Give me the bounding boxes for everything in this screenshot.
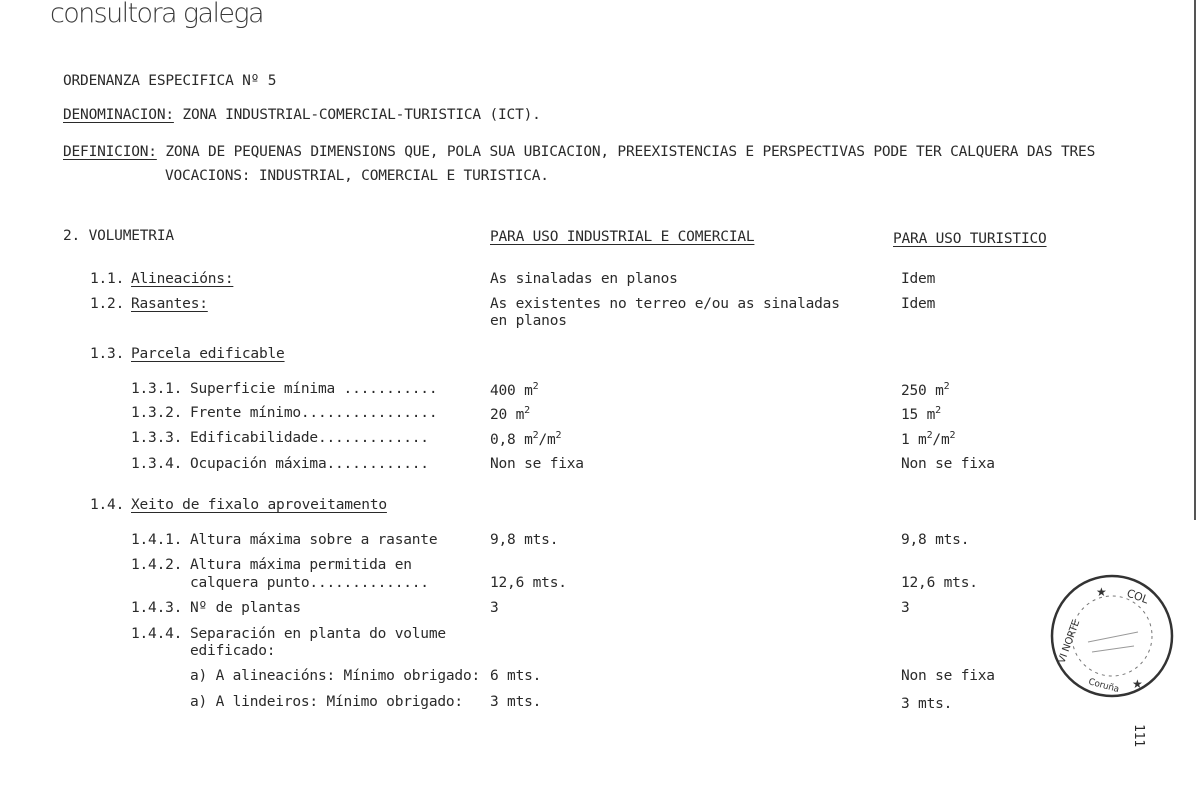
- row-value-industrial: 0,8 $m^2/m^2$: [490, 430, 562, 448]
- svg-text:★: ★: [1096, 585, 1107, 599]
- row-num: 1.4.2.: [131, 557, 183, 573]
- denominacion-row: [63, 107, 541, 123]
- definicion-label: DEFINICION:: [63, 144, 157, 160]
- denominacion-text: ZONA INDUSTRIAL-COMERCIAL-TURISTICA (ICT).: [182, 107, 541, 123]
- row-num: 1.3.3.: [131, 430, 183, 446]
- row-num: 1.3.1.: [131, 381, 183, 397]
- row-label: Frente mínimo................: [190, 405, 438, 421]
- definicion-row: [63, 144, 1095, 160]
- row-label: Separación en planta do volume: [190, 626, 446, 642]
- svg-text:COL: COL: [1124, 586, 1150, 607]
- row-value-industrial: 3: [490, 600, 499, 616]
- document-title: ORDENANZA ESPECIFICA Nº 5: [63, 73, 277, 89]
- row-label: Alineacións:: [131, 271, 234, 287]
- official-stamp-icon: [1048, 572, 1176, 700]
- row-num: 1.4.4.: [131, 626, 183, 642]
- row-value-turistico: 250 $m^2$: [901, 381, 950, 399]
- row-value-turistico: 1 $m^2/m^2$: [901, 430, 956, 448]
- column-header-turistico: PARA USO TURISTICO: [893, 231, 1047, 247]
- row-label: Ocupación máxima............: [190, 456, 429, 472]
- row-value-turistico: Non se fixa: [901, 456, 995, 472]
- row-value-turistico: Idem: [901, 296, 936, 312]
- section-title: 2. VOLUMETRIA: [63, 228, 174, 244]
- row-value-industrial: As existentes no terreo e/ou as sinaladas: [490, 296, 840, 312]
- row-label: Altura máxima permitida en: [190, 557, 412, 573]
- row-num: 1.3.2.: [131, 405, 183, 421]
- row-value-industrial: 3 mts.: [490, 694, 542, 710]
- row-label: Altura máxima sobre a rasante: [190, 532, 438, 548]
- row-num: 1.3.4.: [131, 456, 183, 472]
- page-number: 111: [1131, 724, 1146, 747]
- svg-text:Coruña: Coruña: [1087, 677, 1120, 695]
- row-num: 1.4.3.: [131, 600, 183, 616]
- row-value-industrial: 20 $m^2$: [490, 405, 530, 423]
- row-value-turistico: 15 $m^2$: [901, 405, 941, 423]
- row-value-turistico: 12,6 mts.: [901, 575, 978, 591]
- row-label: a) A alineacións: Mínimo obrigado:: [190, 668, 481, 684]
- row-value-turistico: Non se fixa: [901, 668, 995, 684]
- row-value-industrial: Non se fixa: [490, 456, 584, 472]
- row-value-industrial: 6 mts.: [490, 668, 542, 684]
- row-label: Nº de plantas: [190, 600, 301, 616]
- row-label-cont: edificado:: [190, 643, 276, 659]
- subsection-title: Parcela edificable: [131, 346, 285, 362]
- company-logo: consultora galega: [50, 0, 263, 29]
- row-label: Rasantes:: [131, 296, 208, 312]
- column-header-industrial: PARA USO INDUSTRIAL E COMERCIAL: [490, 229, 755, 245]
- row-value-industrial: 9,8 mts.: [490, 532, 559, 548]
- definicion-line2: VOCACIONS: INDUSTRIAL, COMERCIAL E TURISTICA.: [165, 168, 549, 184]
- row-num: 1.3.: [90, 346, 125, 362]
- row-value-turistico: Idem: [901, 271, 936, 287]
- row-value-turistico: 3: [901, 600, 910, 616]
- row-label-cont: calquera punto..............: [190, 575, 429, 591]
- row-value-turistico: 9,8 mts.: [901, 532, 970, 548]
- svg-text:VI NORTE: VI NORTE: [1056, 618, 1083, 666]
- row-value-industrial: As sinaladas en planos: [490, 271, 678, 287]
- svg-text:★: ★: [1132, 677, 1143, 691]
- row-value-industrial-cont: en planos: [490, 313, 567, 329]
- row-num: 1.4.: [90, 497, 125, 513]
- definicion-line1: ZONA DE PEQUENAS DIMENSIONS QUE, POLA SUA UBICACION, PREEXISTENCIAS E PERSPECTIVAS PODE TER CALQUERA DAS TRES: [165, 144, 1096, 160]
- row-label: Edificabilidade.............: [190, 430, 429, 446]
- page-edge-line: [1194, 0, 1196, 520]
- row-num: 1.2.: [90, 296, 125, 312]
- row-label: Superficie mínima ...........: [190, 381, 438, 397]
- row-num: 1.4.1.: [131, 532, 183, 548]
- row-value-industrial: 400 $m^2$: [490, 381, 539, 399]
- row-num: 1.1.: [90, 271, 125, 287]
- denominacion-label: DENOMINACION:: [63, 107, 174, 123]
- row-label: a) A lindeiros: Mínimo obrigado:: [190, 694, 463, 710]
- row-value-industrial: 12,6 mts.: [490, 575, 567, 591]
- subsection-title: Xeito de fixalo aproveitamento: [131, 497, 387, 513]
- row-value-turistico: 3 mts.: [901, 696, 953, 712]
